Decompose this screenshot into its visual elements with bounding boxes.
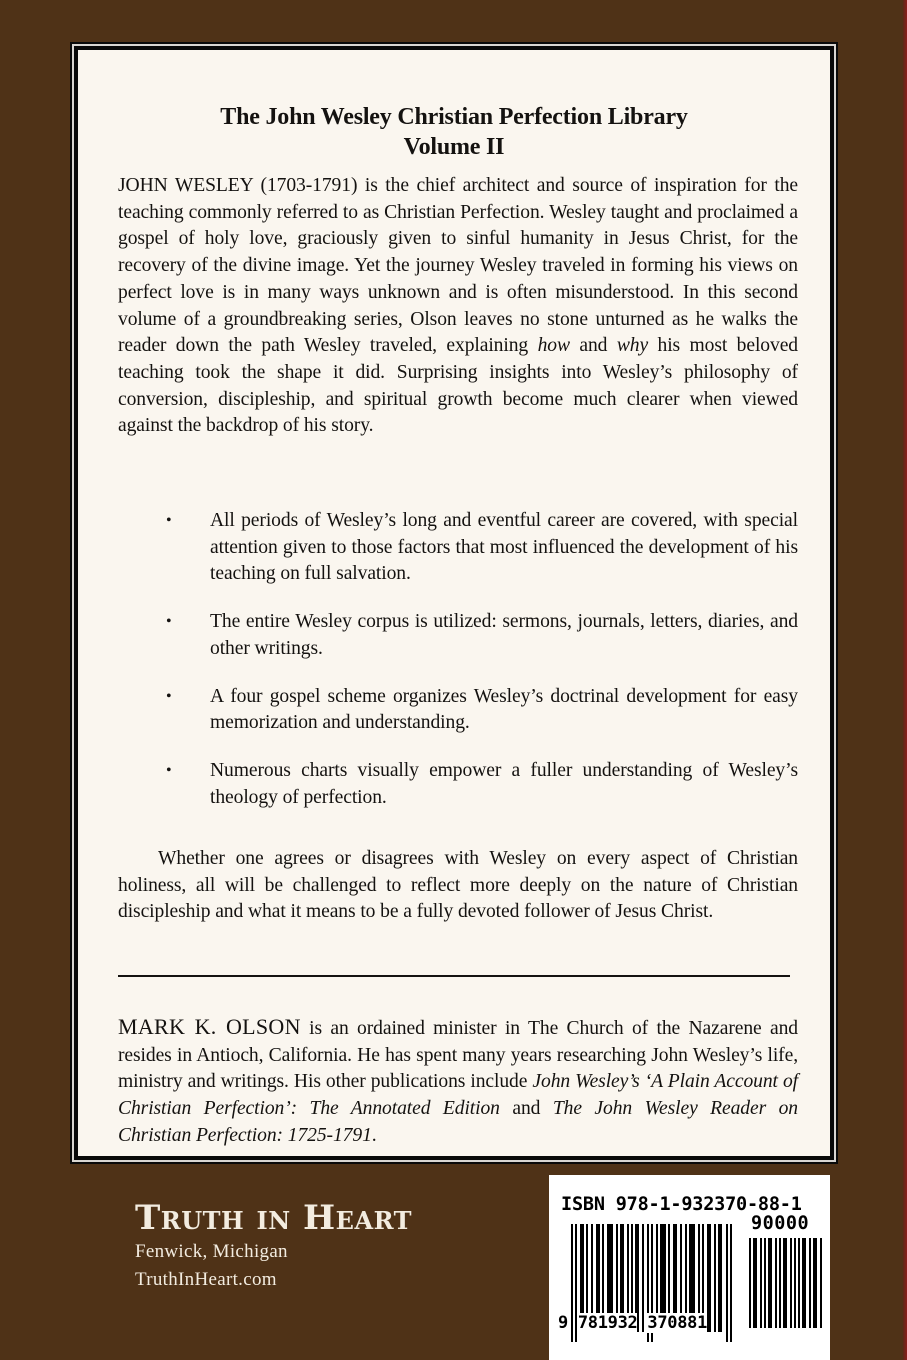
ean-left-digits: 781932 [577, 1313, 638, 1333]
ean-digits [558, 1313, 707, 1333]
bullet-icon: • [166, 512, 172, 529]
author-name: MARK K. OLSON [118, 1014, 301, 1039]
feature-item [118, 758, 798, 811]
feature-item [118, 609, 798, 662]
author-bio [118, 1014, 798, 1150]
isbn-label: ISBN 978-1-932370-88-1 [561, 1194, 802, 1215]
isbn-barcode [549, 1175, 830, 1360]
bullet-icon: • [166, 687, 172, 705]
feature-item [118, 684, 798, 737]
intro-text-and: and [569, 335, 617, 357]
frame-inner-line [74, 46, 834, 1160]
publisher-logo: Truth in Heart [135, 1198, 412, 1238]
addon-bars-icon [749, 1238, 824, 1328]
ean-first-digit: 9 [558, 1313, 568, 1333]
feature-list [118, 508, 798, 832]
series-title-line: The John Wesley Christian Perfection Library [220, 104, 688, 130]
feature-text: A four gospel scheme organizes Wesley’s doctrinal development for easy memorization and understanding. [210, 685, 798, 734]
publisher-block [135, 1198, 412, 1294]
intro-text-2: his most beloved teaching took the shape it did. Surprising insights into Wesley’s philosophy of conversion, discipleship, and spiritual growth become much clearer when viewed against the backdrop of his story. [118, 335, 798, 437]
emphasis-why: why [616, 335, 649, 357]
publisher-website: TruthInHeart.com [135, 1269, 277, 1290]
intro-text-1: JOHN WESLEY (1703-1791) is the chief architect and source of inspiration for the teaching commonly referred to as Christian Perfection. Wesley taught and proclaimed a gospel of holy love, graciously given to sinful humanity in Jesus Christ, for the recovery of the divine image. Yet the journey Wesley traveled in forming his views on perfect love is in many ways unknown and is often misunderstood. In this second volume of a groundbreaking series, Olson leaves no stone unturned as he walks the reader down the path Wesley traveled, explaining [118, 175, 798, 357]
bio-text-2: and [499, 1098, 553, 1120]
feature-text: All periods of Wesley’s long and eventful career are covered, with special attention given to those factors that most influenced the development of his teaching on full salvation. [210, 510, 798, 585]
bio-text-3: . [371, 1124, 377, 1146]
feature-text: The entire Wesley corpus is utilized: sermons, journals, letters, diaries, and other writings. [210, 611, 798, 659]
publisher-location: Fenwick, Michigan [135, 1241, 288, 1262]
description-panel [78, 50, 830, 1156]
bullet-icon: • [166, 761, 172, 779]
section-divider [118, 975, 790, 977]
cover-edge-strip [903, 0, 907, 1360]
book-title-2: The John Wesley Reader on Christian Perfection: 1725-1791 [118, 1098, 798, 1146]
bio-text-1: is an ordained minister in The Church of the Nazarene and resides in Antioch, California. He has spent many years researching John Wesley’s life, ministry and writings. His other publications include [118, 1018, 798, 1093]
feature-text: Numerous charts visually empower a fuller understanding of Wesley’s theology of perfection. [210, 759, 798, 808]
text-frame [70, 42, 838, 1164]
book-title-1: John Wesley’s ‘A Plain Account of Christian Perfection’: The Annotated Edition [118, 1071, 798, 1120]
price-addon-code: 90000 [751, 1213, 810, 1234]
closing-paragraph: Whether one agrees or disagrees with Wesley on every aspect of Christian holiness, all will be challenged to reflect more deeply on the nature of Christian discipleship and what it means to be a fully devoted follower of Jesus Christ. [118, 848, 798, 923]
bullet-icon: • [166, 613, 172, 631]
series-title [78, 102, 830, 162]
frame-gap [72, 44, 836, 1162]
volume-title: Volume II [403, 134, 505, 160]
feature-item [118, 508, 798, 588]
emphasis-how: how [537, 335, 570, 357]
intro-paragraph [118, 173, 798, 440]
ean-right-digits: 370881 [647, 1313, 708, 1333]
